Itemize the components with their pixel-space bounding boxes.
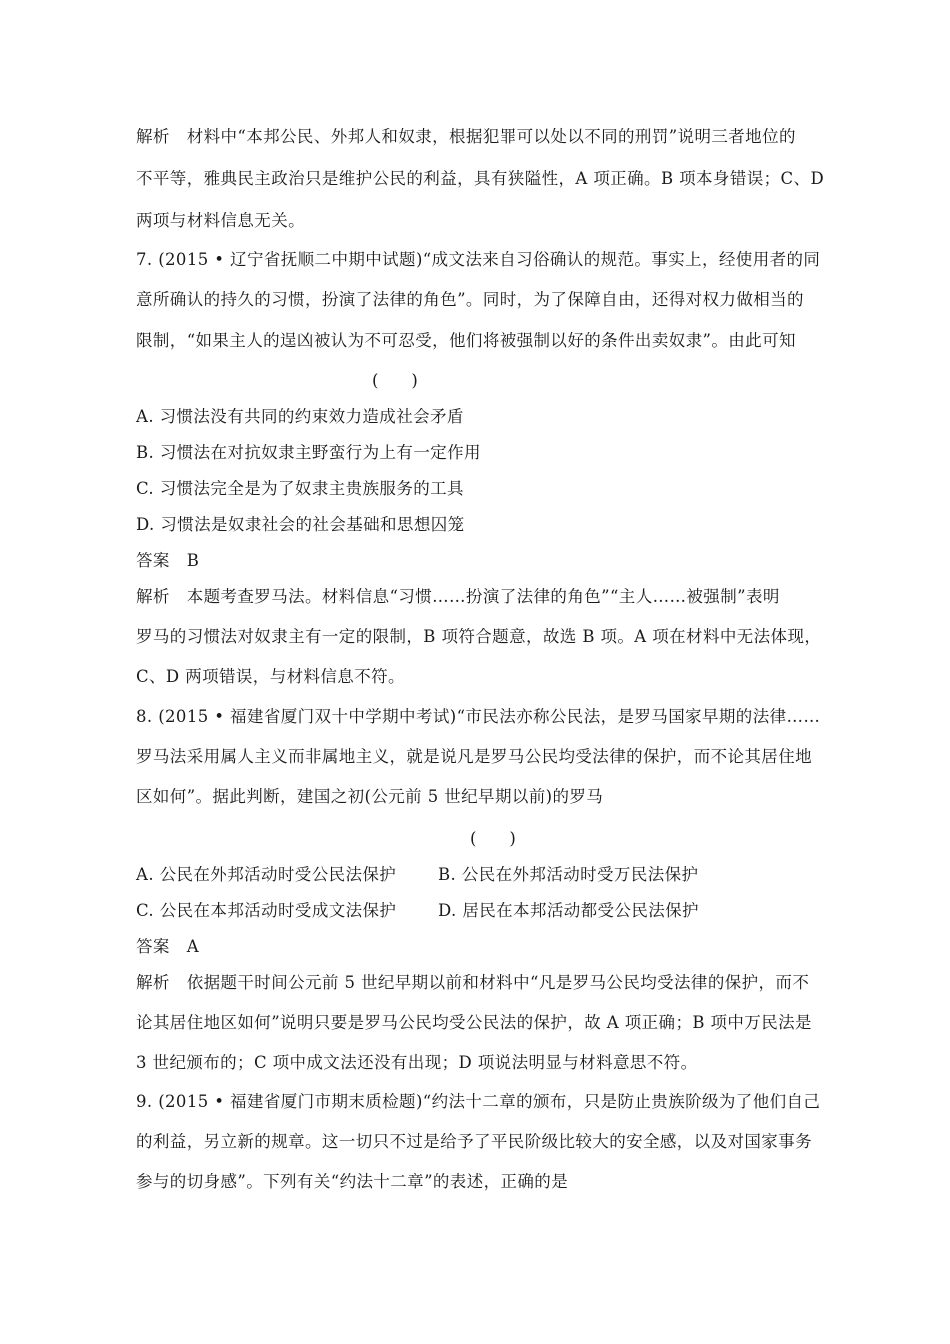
question-7-stem-line-3: 限制，“如果主人的逞凶被认为不可忍受，他们将被强制以好的条件出卖奴隶”。由此可知 [136, 331, 796, 350]
analysis-q8-line-1: 解析 依据题干时间公元前 5 世纪早期以前和材料中“凡是罗马公民均受法律的保护，而不 [136, 973, 810, 992]
question-7-option-a: A. 习惯法没有共同的约束效力造成社会矛盾 [136, 407, 464, 426]
analysis-q6-line-1: 解析 材料中“本邦公民、外邦人和奴隶，根据犯罪可以处以不同的刑罚”说明三者地位的 [136, 127, 796, 146]
analysis-q7-line-3: C、D 两项错误，与材料信息不符。 [136, 667, 405, 686]
analysis-q8-line-3: 3 世纪颁布的；C 项中成文法还没有出现；D 项说法明显与材料意思不符。 [136, 1053, 698, 1072]
question-7-option-b: B. 习惯法在对抗奴隶主野蛮行为上有一定作用 [136, 443, 481, 462]
analysis-q7-line-2: 罗马的习惯法对奴隶主有一定的限制，B 项符合题意，故选 B 项。A 项在材料中无法体现， [136, 627, 822, 646]
question-8-answer-blank: ( ) [470, 829, 516, 848]
question-7-answer: 答案 B [136, 551, 200, 570]
analysis-q8-line-2: 论其居住地区如何”说明只要是罗马公民均受公民法的保护，故 A 项正确；B 项中万民法是 [136, 1013, 812, 1032]
question-8-stem-line-1: 8. (2015 • 福建省厦门双十中学期中考试)“市民法亦称公民法，是罗马国家早期的法律…… [136, 707, 821, 726]
question-8-option-c: C. 公民在本邦活动时受成文法保护 [136, 901, 397, 920]
question-9-stem-line-2: 的利益，另立新的规章。这一切只不过是给予了平民阶级比较大的安全感，以及对国家事务 [136, 1132, 812, 1151]
question-8-option-d: D. 居民在本邦活动都受公民法保护 [438, 901, 699, 920]
question-9-stem-line-3: 参与的切身感”。下列有关“约法十二章”的表述，正确的是 [136, 1172, 569, 1191]
question-9-stem-line-1: 9. (2015 • 福建省厦门市期末质检题)“约法十二章的颁布，只是防止贵族阶级为了他们自己 [136, 1092, 821, 1111]
question-7-option-d: D. 习惯法是奴隶社会的社会基础和思想囚笼 [136, 515, 465, 534]
question-8-stem-line-2: 罗马法采用属人主义而非属地主义，就是说凡是罗马公民均受法律的保护，而不论其居住地 [136, 747, 812, 766]
question-8-stem-line-3: 区如何”。据此判断，建国之初(公元前 5 世纪早期以前)的罗马 [136, 787, 604, 806]
analysis-q6-line-3: 两项与材料信息无关。 [136, 211, 305, 230]
question-8-option-a: A. 公民在外邦活动时受公民法保护 [136, 865, 397, 884]
question-8-answer: 答案 A [136, 937, 200, 956]
question-7-stem-line-1: 7. (2015 • 辽宁省抚顺二中期中试题)“成文法来自习俗确认的规范。事实上，经使用者的同 [136, 250, 821, 269]
analysis-q6-line-2: 不平等，雅典民主政治只是维护公民的利益，具有狭隘性，A 项正确。B 项本身错误；C、D [136, 169, 825, 188]
question-7-answer-blank: ( ) [372, 371, 418, 390]
question-8-option-b: B. 公民在外邦活动时受万民法保护 [438, 865, 699, 884]
question-7-option-c: C. 习惯法完全是为了奴隶主贵族服务的工具 [136, 479, 464, 498]
question-7-stem-line-2: 意所确认的持久的习惯，扮演了法律的角色”。同时，为了保障自由，还得对权力做相当的 [136, 290, 804, 309]
analysis-q7-line-1: 解析 本题考查罗马法。材料信息“习惯……扮演了法律的角色”“主人……被强制”表明 [136, 587, 780, 606]
